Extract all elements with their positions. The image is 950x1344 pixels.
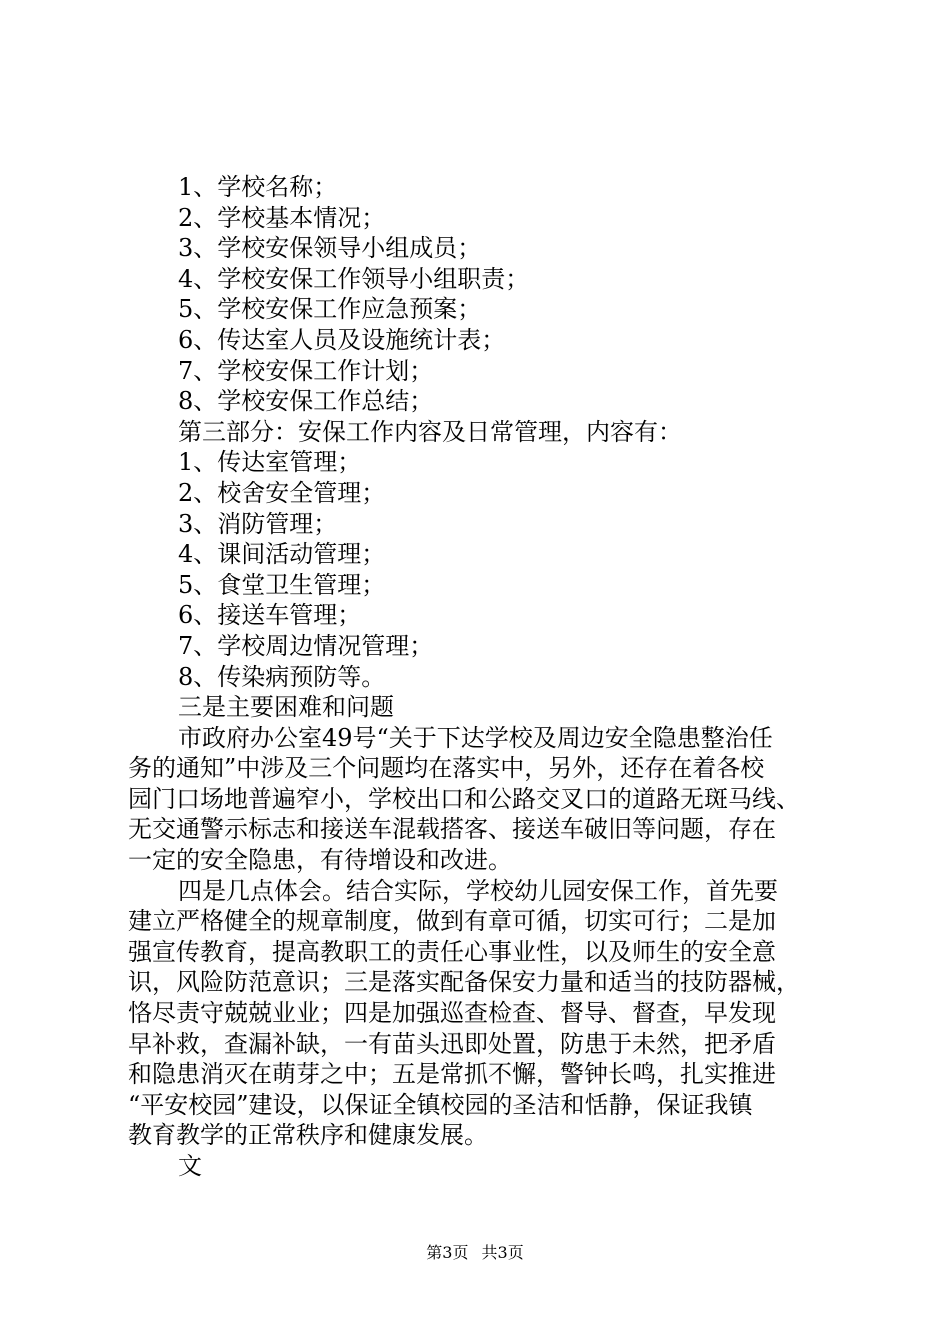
list-item: 7、学校周边情况管理； — [178, 631, 434, 660]
list-item: 3、学校安保领导小组成员； — [178, 234, 482, 263]
paragraph-line: 教育教学的正常秩序和健康发展。 — [128, 1121, 488, 1150]
paragraph-line: 恪尽责守兢兢业业；四是加强巡查检查、督导、督查，早发现 — [128, 999, 776, 1028]
page-number: 第3页 — [426, 1243, 469, 1262]
list-item: 2、学校基本情况； — [178, 203, 386, 232]
section3-paragraph — [128, 723, 828, 876]
document-body — [128, 172, 828, 1182]
list-item: 8、学校安保工作总结； — [178, 387, 434, 416]
list-item: 5、食堂卫生管理； — [178, 570, 386, 599]
list-item: 8、传染病预防等。 — [178, 662, 386, 691]
paragraph-line: 一定的安全隐患，有待增设和改进。 — [128, 846, 512, 875]
paragraph-line: 早补救，查漏补缺，一有苗头迅即处置，防患于未然，把矛盾 — [128, 1029, 776, 1058]
paragraph-line: 园门口场地普遍窄小，学校出口和公路交叉口的道路无斑马线、 — [128, 784, 800, 813]
list-item: 1、学校名称； — [178, 173, 338, 201]
page-footer — [0, 1243, 950, 1263]
paragraph-line: 市政府办公室49号“关于下达学校及周边安全隐患整治任 — [178, 723, 773, 752]
section3-heading: 三是主要困难和问题 — [178, 693, 394, 722]
section4-paragraph — [128, 876, 828, 1151]
list-item: 7、学校安保工作计划； — [178, 356, 434, 385]
list-item: 2、校舍安全管理； — [178, 478, 386, 507]
paragraph-line: 和隐患消灭在萌芽之中；五是常抓不懈，警钟长鸣，扎实推进 — [128, 1060, 776, 1089]
list-item: 4、课间活动管理； — [178, 540, 386, 569]
list-basic-info — [128, 172, 828, 417]
trailing-text: 文 — [178, 1152, 202, 1180]
paragraph-line: 务的通知”中涉及三个问题均在落实中，另外，还存在着各校 — [128, 754, 765, 783]
list-daily-management — [128, 447, 828, 692]
paragraph-line: 无交通警示标志和接送车混载搭客、接送车破旧等问题，存在 — [128, 815, 776, 844]
part3-heading: 第三部分：安保工作内容及日常管理，内容有： — [178, 417, 682, 446]
list-item: 1、传达室管理； — [178, 448, 362, 477]
list-item: 5、学校安保工作应急预案； — [178, 295, 482, 324]
paragraph-line: 强宣传教育，提高教职工的责任心事业性，以及师生的安全意 — [128, 937, 776, 966]
list-item: 6、接送车管理； — [178, 601, 362, 630]
list-item: 6、传达室人员及设施统计表； — [178, 325, 506, 354]
paragraph-line: 识，风险防范意识；三是落实配备保安力量和适当的技防器械， — [128, 968, 800, 997]
page-total: 共3页 — [481, 1243, 524, 1262]
paragraph-line: 四是几点体会。结合实际，学校幼儿园安保工作，首先要 — [178, 876, 778, 905]
list-item: 4、学校安保工作领导小组职责； — [178, 264, 530, 293]
paragraph-line: “平安校园”建设，以保证全镇校园的圣洁和恬静，保证我镇 — [128, 1090, 753, 1119]
paragraph-line: 建立严格健全的规章制度，做到有章可循，切实可行；二是加 — [128, 907, 776, 936]
list-item: 3、消防管理； — [178, 509, 338, 538]
